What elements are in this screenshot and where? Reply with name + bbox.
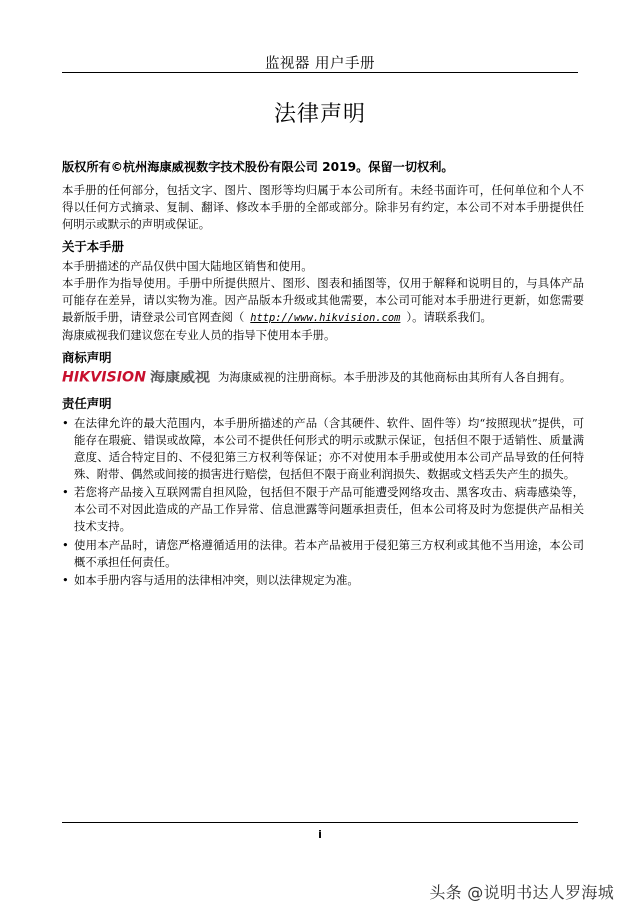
svg-text:海康威视: 海康威视 xyxy=(150,370,203,385)
trademark-paragraph xyxy=(62,369,584,389)
list-item xyxy=(62,537,584,571)
header-rule xyxy=(62,72,578,73)
about-paragraph-2-start: 本手册作为指导使用。手册中所提供照片、图形、图表和插图等，仅用于解释和说明目的，与具体产品可能存在差异，请以实物为准。因产品版本升级或其他需要，本公司可能对本手册进行更新，如您需要最新版手册，请登录公司官网查阅（ xyxy=(62,276,584,324)
about-paragraph-1: 本手册描述的产品仅供中国大陆地区销售和使用。 xyxy=(62,259,313,274)
section-heading-liability: 责任声明 xyxy=(62,396,112,412)
watermark-credit: 头条 @说明书达人罗海城 xyxy=(429,883,614,902)
bullet-icon: • xyxy=(62,573,69,588)
about-paragraph-2 xyxy=(62,275,584,326)
list-item xyxy=(62,572,584,589)
liability-list xyxy=(62,415,584,589)
page-number: i xyxy=(318,828,322,841)
hikvision-logo xyxy=(62,369,212,389)
content-body xyxy=(62,158,584,591)
copyright-paragraph: 本手册的任何部分，包括文字、图片、图形等均归属于本公司所有。未经书面许可，任何单位和个人不得以任何方式摘录、复制、翻译、修改本手册的全部或部分。除非另有约定，本公司不对本手册提供任何明示或默示的声明或保证。 xyxy=(62,183,584,231)
about-paragraph-3: 海康威视我们建议您在专业人员的指导下使用本手册。 xyxy=(62,327,336,342)
copyright-line: 版权所有©杭州海康威视数字技术股份有限公司 2019。保留一切权利。 xyxy=(62,160,454,174)
list-item xyxy=(62,484,584,534)
bullet-icon: • xyxy=(62,537,69,552)
list-item-text: 使用本产品时，请您严格遵循适用的法律。若本产品被用于侵犯第三方权利或其他不当用途，本公司概不承担任何责任。 xyxy=(74,537,584,569)
page-title: 法律声明 xyxy=(273,102,366,127)
website-link[interactable]: http://www.hikvision.com xyxy=(250,311,401,324)
footer-rule xyxy=(62,822,578,823)
list-item-text: 如本手册内容与适用的法律相冲突，则以法律规定为准。 xyxy=(74,573,359,588)
trademark-text: 为海康威视的注册商标。本手册涉及的其他商标由其所有人各自拥有。 xyxy=(218,370,572,385)
section-heading-trademark: 商标声明 xyxy=(62,350,112,366)
running-header: 监视器 用户手册 xyxy=(264,56,376,72)
svg-text:HIKVISION: HIKVISION xyxy=(62,369,147,385)
list-item-text: 在法律允许的最大范围内，本手册所描述的产品（含其硬件、软件、固件等）均“按照现状”提供，可能存在瑕疵、错误或故障，本公司不提供任何形式的明示或默示保证，包括但不限于适销性、质量满意度、适合特定目的、不侵犯第三方权利等保证；亦不对使用本手册或使用本公司产品导致的任何特殊、附带、偶然或间接的损害进行赔偿，包括但不限于商业利润损失、数据或文档丢失产生的损失。 xyxy=(74,416,584,481)
section-heading-about: 关于本手册 xyxy=(62,239,124,255)
list-item-text: 若您将产品接入互联网需自担风险，包括但不限于产品可能遭受网络攻击、黑客攻击、病毒感染等，本公司不对因此造成的产品工作异常、信息泄露等问题承担责任，但本公司将及时为您提供产品相关技术支持。 xyxy=(74,485,584,533)
list-item xyxy=(62,415,584,482)
bullet-icon: • xyxy=(62,485,69,500)
about-paragraph-2-end: ）。请联系我们。 xyxy=(406,309,492,324)
bullet-icon: • xyxy=(62,416,69,431)
